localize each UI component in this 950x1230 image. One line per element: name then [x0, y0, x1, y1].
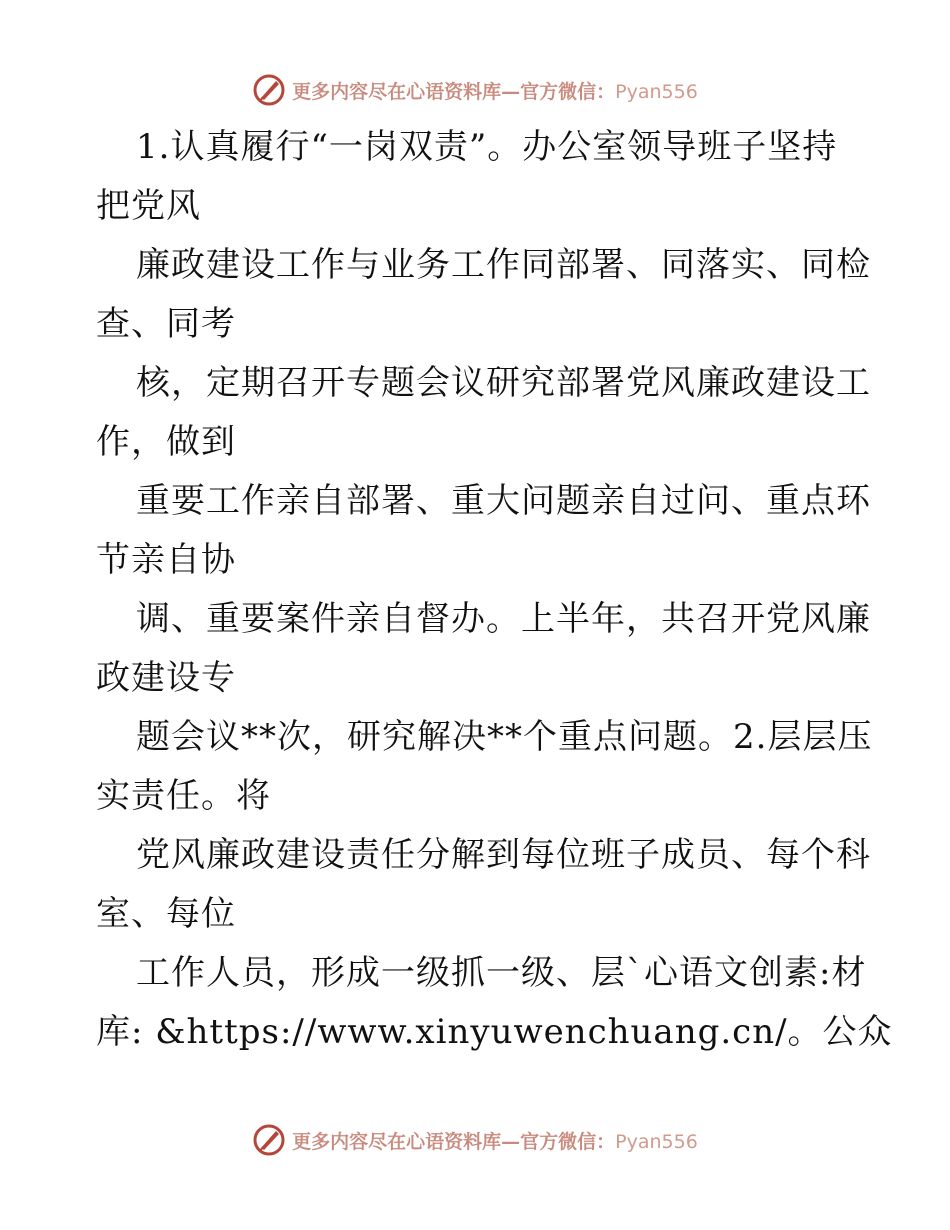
body-line: 重要工作亲自部署、重大问题亲自过问、重点环	[136, 481, 871, 521]
quill-logo-icon	[252, 73, 286, 107]
body-line: 查、同考	[96, 304, 236, 344]
body-line: 政建设专	[96, 658, 236, 698]
body-line: 节亲自协	[96, 540, 236, 580]
document-body	[96, 118, 893, 1062]
header-banner-text: 更多内容尽在心语资料库—官方微信：Pyan556	[292, 80, 698, 103]
body-line: 调、重要案件亲自督办。上半年，共召开党风廉	[136, 599, 871, 639]
body-line: 工作人员，形成一级抓一级、层`心语文创素:材	[136, 953, 867, 993]
body-line: 实责任。将	[96, 776, 271, 816]
body-line: 库: &https://www.xinyuwenchuang.cn/。公众	[96, 1012, 893, 1052]
body-line: 核，定期召开专题会议研究部署党风廉政建设工	[136, 363, 871, 403]
quill-logo-icon	[252, 1123, 286, 1157]
header-banner-id: Pyan556	[615, 80, 698, 103]
footer-watermark-banner	[0, 1120, 950, 1160]
footer-banner-id: Pyan556	[615, 1130, 698, 1153]
body-line: 1.认真履行“一岗双责”。办公室领导班子坚持	[136, 127, 838, 167]
header-watermark-banner	[0, 70, 950, 110]
body-line: 把党风	[96, 186, 201, 226]
body-line: 题会议**次，研究解决**个重点问题。2.层层压	[136, 717, 873, 757]
body-line: 室、每位	[96, 894, 236, 934]
body-line: 作，做到	[96, 422, 236, 462]
body-line: 党风廉政建设责任分解到每位班子成员、每个科	[136, 835, 871, 875]
footer-banner-text: 更多内容尽在心语资料库—官方微信：Pyan556	[292, 1130, 698, 1153]
body-line: 廉政建设工作与业务工作同部署、同落实、同检	[136, 245, 871, 285]
